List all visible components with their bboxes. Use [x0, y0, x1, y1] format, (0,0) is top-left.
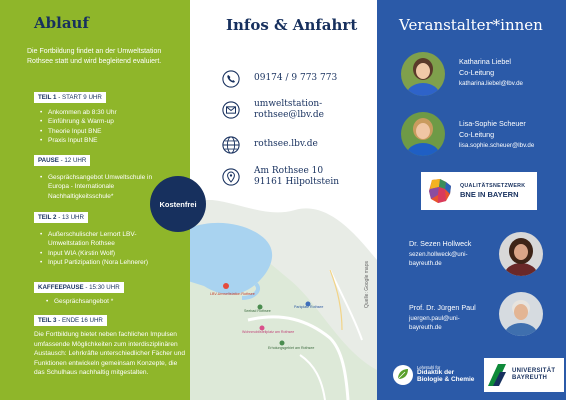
email-text[interactable]: umweltstation-rothsee@lbv.de: [254, 99, 325, 121]
map-label: Erholungsgebiet am Rothsee: [268, 346, 315, 350]
section-pause: PAUSE - 12 UHR: [34, 155, 90, 166]
address-line2: 91161 Hilpoltstein: [254, 177, 340, 188]
didaktik-line2: Biologie & Chemie: [417, 376, 475, 384]
person-name: Katharina Liebel: [459, 57, 511, 66]
web-text[interactable]: rothsee.lbv.de: [254, 139, 318, 150]
bavaria-map-icon: [426, 177, 454, 205]
didaktik-text: [417, 366, 474, 384]
avatar: [401, 112, 445, 156]
section-teil3: TEIL 3 - ENDE 16 UHR: [34, 315, 107, 326]
list-item: • Ankommen ab 8:30 Uhr: [40, 108, 185, 117]
ubt-text: [512, 368, 555, 382]
person-photo-icon: [499, 292, 543, 336]
teil2-list: [40, 230, 158, 268]
person-name: Prof. Dr. Jürgen Paul: [409, 303, 476, 312]
person-email[interactable]: katharina.liebel@lbv.de: [459, 79, 523, 87]
list-item: • Einführung & Warm-up: [40, 117, 185, 126]
map-label: LBV-Umweltstation Rothsee: [210, 292, 255, 296]
list-item: • Gesprächsangebot Umweltschule in Europa - Internationale Nachhaltigkeitsschule*: [40, 173, 168, 201]
person-paul: [409, 303, 491, 332]
globe-icon: [222, 136, 240, 154]
person-name: Dr. Sezen Hollweck: [409, 239, 472, 248]
ablauf-intro: Die Fortbildung findet an der Umweltstation Rothsee statt und wird begleitend evaluiert.: [27, 48, 162, 66]
didaktik-line1: Didaktik der: [417, 369, 455, 377]
person-photo-icon: [401, 52, 445, 96]
didaktik-small: Lehrstuhl für: [417, 364, 441, 370]
phone-icon: [222, 70, 240, 88]
list-item: • Außerschulischer Lernort LBV-Umweltstation Rothsee: [40, 230, 158, 249]
teil1-list: [40, 108, 185, 146]
person-email[interactable]: sezen.hollweck@uni-bayreuth.de: [409, 250, 468, 268]
location-map[interactable]: [190, 200, 377, 400]
qn-text: [460, 183, 525, 198]
section-teil1: TEIL 1 - START 9 UHR: [34, 92, 106, 103]
map-label: Parkplatz Rothsee: [294, 305, 324, 309]
infos-panel: [190, 0, 377, 400]
person-hollweck: [409, 239, 491, 268]
email-row: [222, 99, 364, 122]
section-teil2: TEIL 2 - 13 UHR: [34, 212, 88, 223]
map-label: Seebad Rothsee: [244, 309, 271, 313]
veranstalter-panel: [377, 0, 566, 400]
uni-bayreuth-logo: [484, 358, 564, 392]
pause-list: [40, 173, 168, 201]
list-item: • Gesprächsangebot *: [46, 297, 191, 306]
ablauf-title: Ablauf: [34, 14, 89, 32]
address-text: [254, 166, 339, 189]
person-email[interactable]: lisa.sophie.scheuer@lbv.de: [459, 141, 535, 149]
veranstalter-title: Veranstalter*innen: [399, 16, 543, 34]
avatar: [499, 292, 543, 336]
person-photo-icon: [401, 112, 445, 156]
qualitaetsnetzwerk-logo: [421, 172, 537, 210]
uni-bayreuth-emblem-icon: [486, 362, 508, 388]
didaktik-logo: [392, 360, 478, 390]
person-photo-icon: [499, 232, 543, 276]
kostenfrei-badge: Kostenfrei: [150, 176, 206, 232]
map-marker[interactable]: [223, 283, 229, 289]
avatar: [401, 52, 445, 96]
person-role: Co-Leitung: [459, 129, 495, 139]
kaffeepause-list: [46, 297, 191, 306]
person-email[interactable]: juergen.paul@uni-bayreuth.de: [409, 314, 460, 332]
avatar: [499, 232, 543, 276]
person-role: Co-Leitung: [459, 67, 495, 77]
list-item: • Praxis Input BNE: [40, 136, 185, 145]
ablauf-outro: Die Fortbildung bietet neben fachlichen Impulsen umfassende Möglichkeiten zum interdisziplinären Austausch: Lehrkräfte unterschiedlicher Fächer und Funktionen entwickeln gemeinsam Konzepte, die das Schulhaus nachhaltig mitgestalten.: [34, 331, 186, 377]
web-row: [222, 136, 318, 154]
list-item: • Theorie Input BNE: [40, 127, 185, 136]
address-row: [222, 166, 339, 189]
partner-logos: [392, 358, 564, 392]
qn-line1: QUALITÄTSNETZWERK: [460, 183, 526, 190]
section-kaffeepause: KAFFEEPAUSE - 15:30 UHR: [34, 282, 124, 293]
person-lisa-sophie: [459, 119, 534, 150]
location-pin-icon: [222, 168, 240, 186]
map-credit: Quelle: Google maps: [364, 261, 370, 308]
list-item: • Input WIA (Kirstin Wolf): [40, 249, 158, 258]
map-label: Wohnmobilstellplatz am Rothsee: [242, 330, 295, 334]
phone-text[interactable]: 09174 / 9 773 773: [254, 73, 338, 84]
leaf-logo-icon: [392, 364, 414, 386]
ubt-line1: UNIVERSITÄT: [512, 368, 556, 375]
qn-line2: BNE IN BAYERN: [460, 189, 519, 199]
email-icon: [222, 101, 240, 119]
person-name: Lisa-Sophie Scheuer: [459, 119, 526, 128]
list-item: • Input Partizipation (Nora Lehnerer): [40, 258, 158, 267]
ubt-line2: BAYREUTH: [512, 375, 548, 381]
map-marker[interactable]: [280, 341, 285, 346]
person-katharina: [459, 57, 523, 88]
phone-row: [222, 70, 337, 88]
infos-title: Infos & Anfahrt: [226, 16, 358, 34]
address-line1: Am Rothsee 10: [254, 166, 324, 176]
